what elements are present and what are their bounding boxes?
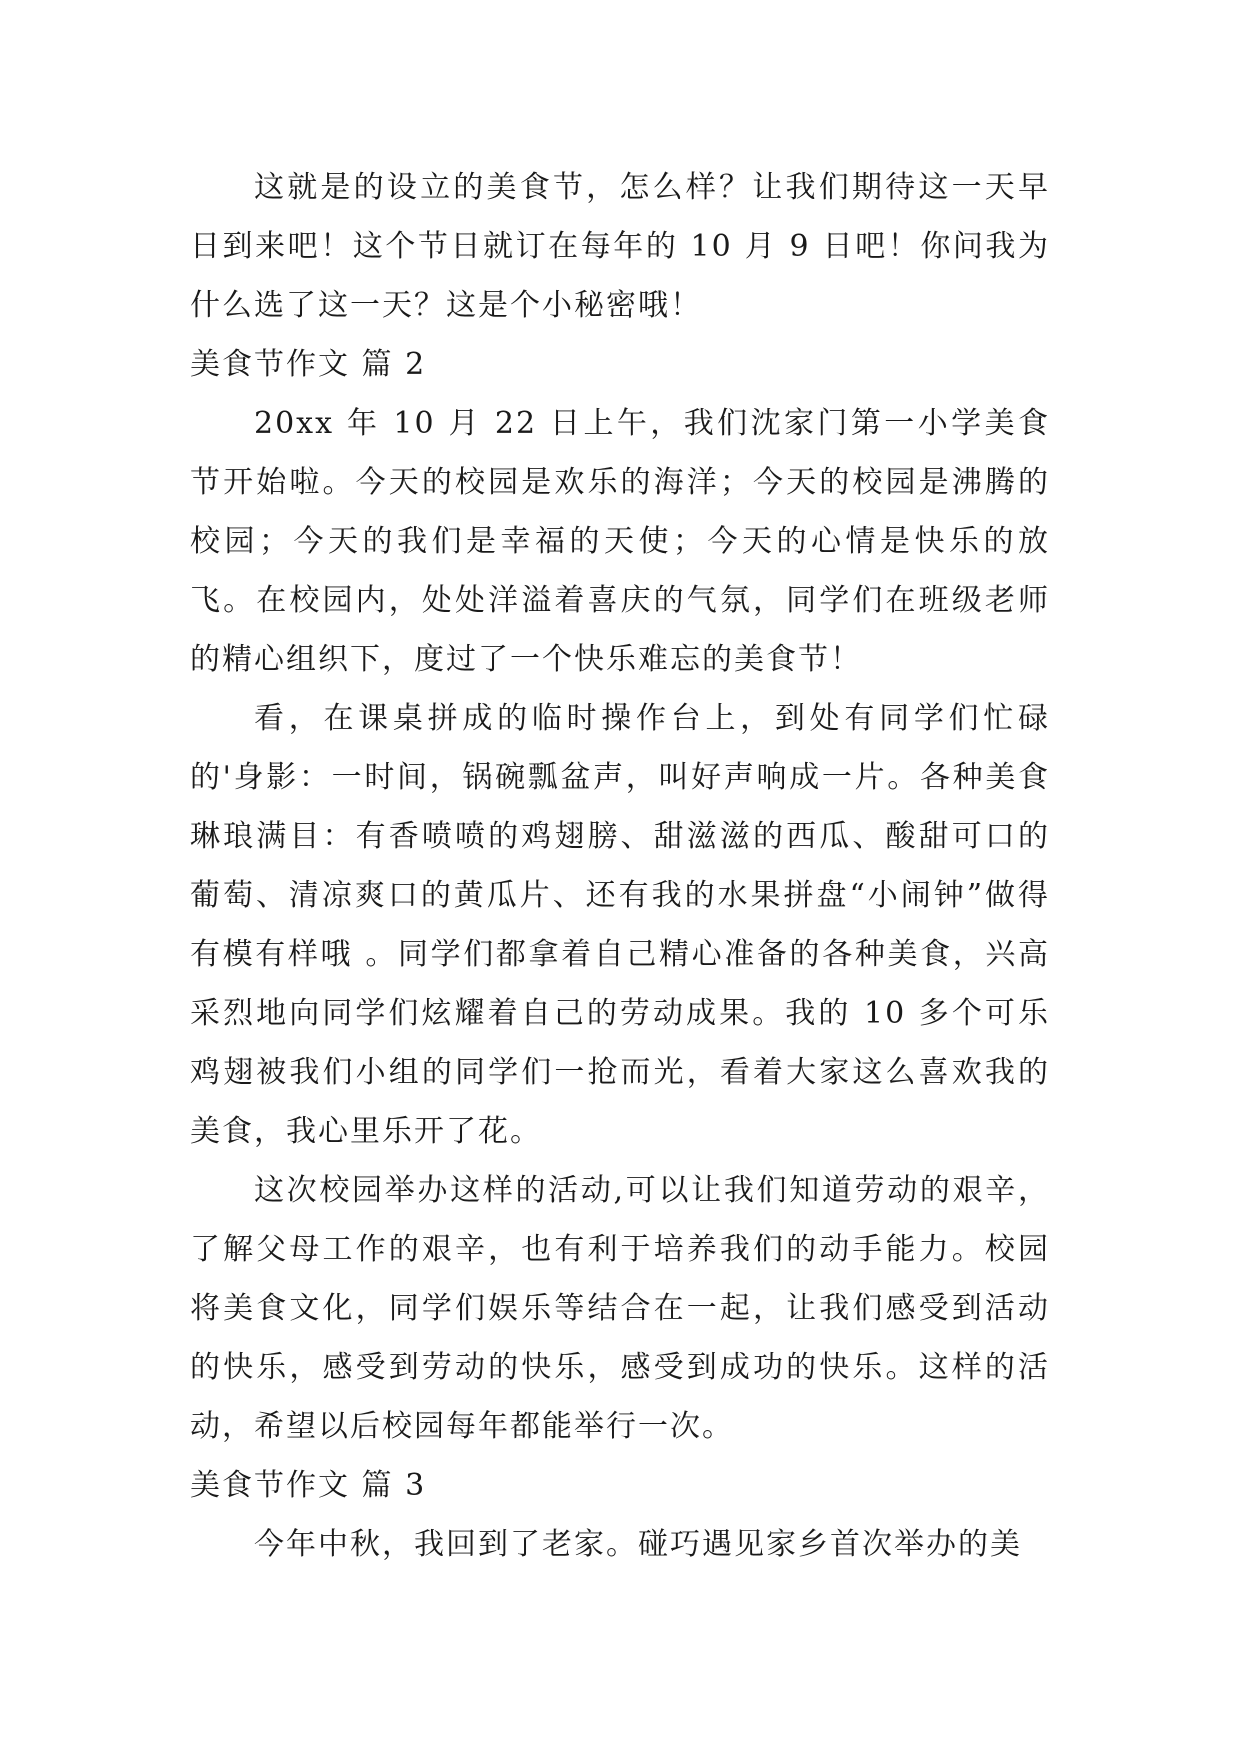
section-heading-3: 美食节作文 篇 3 xyxy=(190,1468,427,1503)
paragraph-4: 这次校园举办这样的活动,可以让我们知道劳动的艰辛，了解父母工作的艰辛，也有利于培养我们的动手能力。校园将美食文化，同学们娱乐等结合在一起，让我们感受到活动的快乐，感受到劳动的快乐，感受到成功的快乐。这样的活动，希望以后校园每年都能举行一次。 xyxy=(190,1173,1050,1444)
paragraph-5: 今年中秋，我回到了老家。碰巧遇见家乡首次举办的美 xyxy=(254,1527,1022,1562)
paragraph-1: 这就是的设立的美食节，怎么样？让我们期待这一天早日到来吧！这个节日就订在每年的 10 月 9 日吧！你问我为什么选了这一天？这是个小秘密哦！ xyxy=(190,170,1050,323)
paragraph-2: 20xx 年 10 月 22 日上午，我们沈家门第一小学美食节开始啦。今天的校园是欢乐的海洋；今天的校园是沸腾的校园；今天的我们是幸福的天使；今天的心情是快乐的放飞。在校园内，处处洋溢着喜庆的气氛，同学们在班级老师的精心组织下，度过了一个快乐难忘的美食节！ xyxy=(190,406,1050,677)
document-body xyxy=(190,158,1050,1574)
paragraph-3: 看，在课桌拼成的临时操作台上，到处有同学们忙碌的'身影：一时间，锅碗瓢盆声，叫好声响成一片。各种美食琳琅满目：有香喷喷的鸡翅膀、甜滋滋的西瓜、酸甜可口的葡萄、清凉爽口的黄瓜片、还有我的水果拼盘“小闹钟”做得有模有样哦 。同学们都拿着自己精心准备的各种美食，兴高采烈地向同学们炫耀着自己的劳动成果。我的 10 多个可乐鸡翅被我们小组的同学们一抢而光，看着大家这么喜欢我的美食，我心里乐开了花。 xyxy=(190,701,1050,1149)
section-heading-2: 美食节作文 篇 2 xyxy=(190,347,427,382)
